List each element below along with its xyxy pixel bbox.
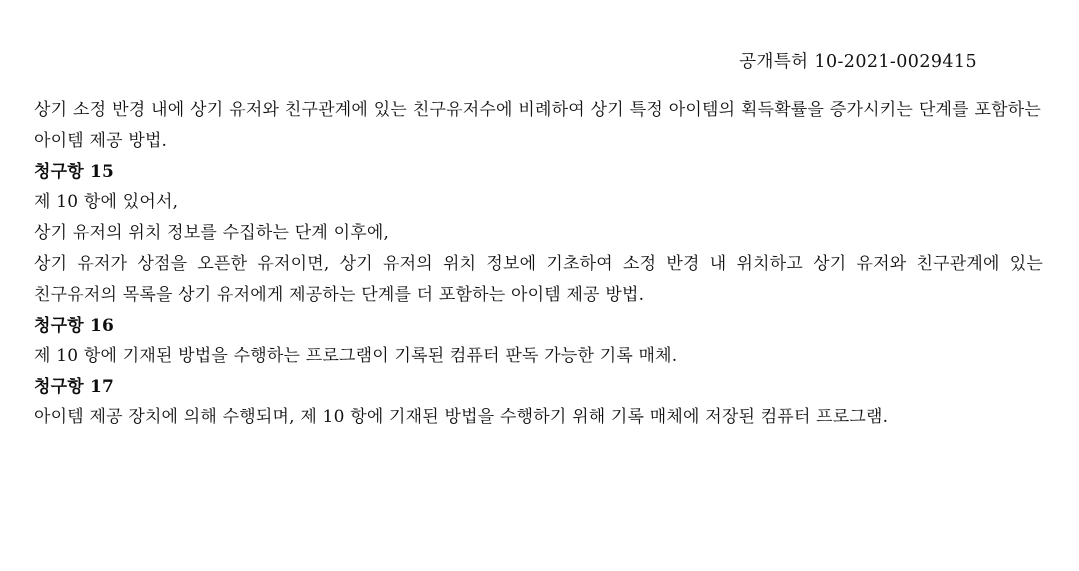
claim-heading-16: 청구항 16 [34,316,115,336]
paragraph-continuation: 상기 소정 반경 내에 상기 유저와 친구관계에 있는 친구유저수에 비례하여 상기 특정 아이템의 획득확률을 증가시키는 단계를 포함하는 아이템 제공 방법. [34,100,1041,151]
claim-heading-17: 청구항 17 [34,377,115,397]
claim-15-line-1: 제 10 항에 있어서, [34,192,179,212]
claim-15-line-3: 상기 유저가 상점을 오픈한 유저이면, 상기 유저의 위치 정보에 기초하여 소정 반경 내 위치하고 상기 유저와 친구관계에 있는 친구유저의 목록을 상기 유저에게 제공하는 단계를 더 포함하는 아이템 제공 방법. [34,254,1043,305]
claim-15-line-2: 상기 유저의 위치 정보를 수집하는 단계 이후에, [34,223,390,243]
page-header-patent-number: 공개특허 10-2021-0029415 [739,52,977,72]
claim-heading-15: 청구항 15 [34,162,115,182]
claim-16-line-1: 제 10 항에 기재된 방법을 수행하는 프로그램이 기록된 컴퓨터 판독 가능한 기록 매체. [34,346,678,366]
document-body [34,73,1045,433]
claim-17-line-1: 아이템 제공 장치에 의해 수행되며, 제 10 항에 기재된 방법을 수행하기 위해 기록 매체에 저장된 컴퓨터 프로그램. [34,407,889,427]
